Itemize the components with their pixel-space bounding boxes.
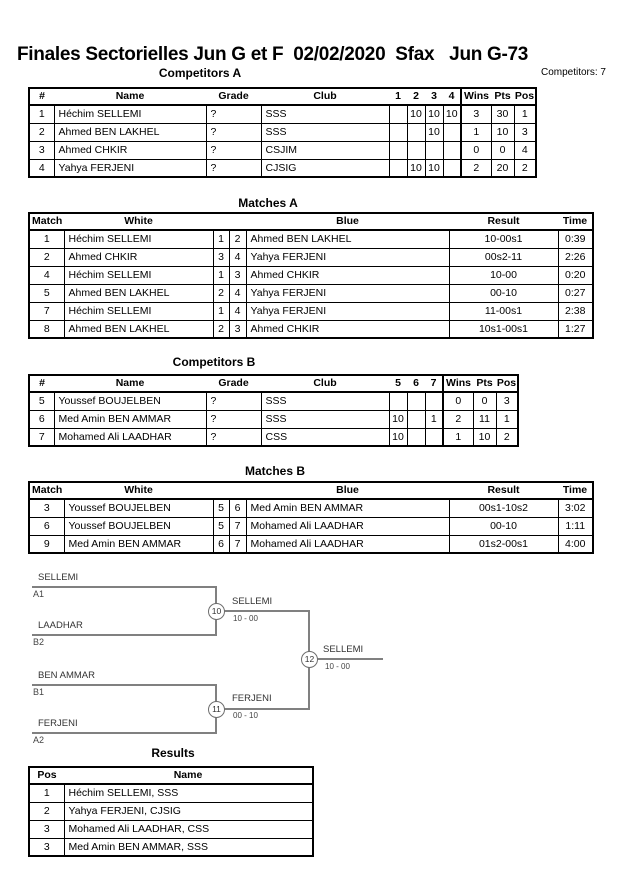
col-header-time: Time xyxy=(558,482,593,499)
col-header-num: # xyxy=(29,375,54,392)
competitors-a-table xyxy=(28,87,537,178)
cell-pts: 11 xyxy=(473,410,496,428)
cell-grade: ? xyxy=(206,428,261,446)
table-row xyxy=(29,535,593,553)
bracket-line xyxy=(222,610,310,612)
bracket-winner-label: SELLEMI xyxy=(232,596,273,607)
cell-result: 00s1-10s2 xyxy=(449,499,558,517)
col-header-grade: Grade xyxy=(206,88,261,105)
cell-time: 0:27 xyxy=(558,284,593,302)
cell-round-6 xyxy=(407,428,425,446)
col-header-blue: Blue xyxy=(246,482,449,499)
match-number-badge: 12 xyxy=(301,651,318,668)
table-row xyxy=(29,820,313,838)
results-table xyxy=(28,766,314,857)
cell-grade: ? xyxy=(206,141,261,159)
col-header-time: Time xyxy=(558,213,593,230)
cell-time: 0:39 xyxy=(558,230,593,248)
col-header-club: Club xyxy=(261,88,389,105)
match-number-badge: 11 xyxy=(208,701,225,718)
cell-result: 10-00s1 xyxy=(449,230,558,248)
cell-white-num: 1 xyxy=(213,230,229,248)
table-row xyxy=(29,784,313,802)
table-row xyxy=(29,838,313,856)
bracket-line xyxy=(32,586,217,588)
cell-time: 2:26 xyxy=(558,248,593,266)
table-row xyxy=(29,105,536,123)
cell-round-2 xyxy=(407,123,425,141)
cell-grade: ? xyxy=(206,105,261,123)
col-header-pos: Pos xyxy=(514,88,536,105)
cell-white-name: Héchim SELLEMI xyxy=(64,266,213,284)
table-row xyxy=(29,266,593,284)
cell-round-1 xyxy=(389,159,407,177)
col-header-round-2: 2 xyxy=(407,88,425,105)
col-header-white: White xyxy=(64,213,213,230)
cell-white-num: 2 xyxy=(213,284,229,302)
cell-grade: ? xyxy=(206,123,261,141)
cell-pos: 3 xyxy=(29,838,64,856)
cell-pos: 2 xyxy=(29,802,64,820)
cell-pts: 0 xyxy=(473,392,496,410)
cell-result: 01s2-00s1 xyxy=(449,535,558,553)
cell-blue-num: 6 xyxy=(229,499,246,517)
cell-blue-num: 3 xyxy=(229,266,246,284)
cell-round-4 xyxy=(443,123,461,141)
cell-result: 00-10 xyxy=(449,517,558,535)
cell-blue-name: Yahya FERJENI xyxy=(246,248,449,266)
cell-white-name: Med Amin BEN AMMAR xyxy=(64,535,213,553)
matches-a-title: Matches A xyxy=(238,196,298,210)
cell-pts: 0 xyxy=(491,141,514,159)
cell-round-5: 10 xyxy=(389,428,407,446)
cell-pos: 3 xyxy=(29,820,64,838)
cell-round-6 xyxy=(407,392,425,410)
cell-blue-name: Med Amin BEN AMMAR xyxy=(246,499,449,517)
col-header-blue-num xyxy=(229,213,246,230)
cell-white-num: 2 xyxy=(213,320,229,338)
cell-match: 3 xyxy=(29,499,64,517)
col-header-num: # xyxy=(29,88,54,105)
col-header-pts: Pts xyxy=(491,88,514,105)
bracket-line xyxy=(32,732,217,734)
cell-pts: 30 xyxy=(491,105,514,123)
cell-white-num: 1 xyxy=(213,302,229,320)
cell-blue-name: Ahmed CHKIR xyxy=(246,266,449,284)
cell-result: 11-00s1 xyxy=(449,302,558,320)
table-row xyxy=(29,392,518,410)
table-row xyxy=(29,123,536,141)
cell-round-3: 10 xyxy=(425,123,443,141)
cell-match: 1 xyxy=(29,230,64,248)
bracket-seed-label: B1 xyxy=(33,687,45,697)
matches-b-title: Matches B xyxy=(244,464,306,478)
cell-club: SSS xyxy=(261,410,389,428)
cell-blue-num: 4 xyxy=(229,302,246,320)
cell-round-4 xyxy=(443,159,461,177)
cell-round-5 xyxy=(389,392,407,410)
bracket-player-label: SELLEMI xyxy=(38,572,79,583)
bracket-seed-label: A2 xyxy=(33,735,45,745)
cell-round-2: 10 xyxy=(407,105,425,123)
cell-time: 4:00 xyxy=(558,535,593,553)
cell-round-3: 10 xyxy=(425,159,443,177)
col-header-round-6: 6 xyxy=(407,375,425,392)
cell-result: 00s2-11 xyxy=(449,248,558,266)
table-row xyxy=(29,159,536,177)
col-header-round-3: 3 xyxy=(425,88,443,105)
cell-round-5: 10 xyxy=(389,410,407,428)
cell-round-1 xyxy=(389,123,407,141)
bracket-line xyxy=(32,684,217,686)
table-row xyxy=(29,320,593,338)
competitors-a-title: Competitors A xyxy=(158,66,242,80)
cell-name: Med Amin BEN AMMAR, SSS xyxy=(64,838,313,856)
cell-pts: 10 xyxy=(473,428,496,446)
col-header-club: Club xyxy=(261,375,389,392)
cell-round-7 xyxy=(425,392,443,410)
cell-pos: 1 xyxy=(496,410,518,428)
table-row xyxy=(29,302,593,320)
cell-time: 1:27 xyxy=(558,320,593,338)
matches-a-table xyxy=(28,212,594,339)
cell-pos: 4 xyxy=(514,141,536,159)
cell-blue-num: 4 xyxy=(229,248,246,266)
table-row xyxy=(29,517,593,535)
cell-grade: ? xyxy=(206,410,261,428)
cell-white-name: Youssef BOUJELBEN xyxy=(64,499,213,517)
col-header-pts: Pts xyxy=(473,375,496,392)
bracket-line xyxy=(32,634,217,636)
cell-blue-name: Yahya FERJENI xyxy=(246,284,449,302)
bracket-player-label: FERJENI xyxy=(38,718,78,729)
cell-wins: 0 xyxy=(461,141,491,159)
cell-wins: 1 xyxy=(461,123,491,141)
cell-match: 6 xyxy=(29,517,64,535)
cell-name: Ahmed CHKIR xyxy=(54,141,206,159)
col-header-round-7: 7 xyxy=(425,375,443,392)
table-row xyxy=(29,802,313,820)
table-header-row xyxy=(29,213,593,230)
cell-num: 5 xyxy=(29,392,54,410)
col-header-pos: Pos xyxy=(29,767,64,784)
col-header-wins: Wins xyxy=(443,375,473,392)
table-header-row xyxy=(29,482,593,499)
cell-pos: 2 xyxy=(496,428,518,446)
cell-name: Mohamed Ali LAADHAR, CSS xyxy=(64,820,313,838)
table-row xyxy=(29,410,518,428)
cell-white-num: 1 xyxy=(213,266,229,284)
cell-blue-num: 7 xyxy=(229,535,246,553)
cell-round-2 xyxy=(407,141,425,159)
cell-club: SSS xyxy=(261,392,389,410)
cell-blue-num: 2 xyxy=(229,230,246,248)
col-header-name: Name xyxy=(54,88,206,105)
bracket-winner-label: FERJENI xyxy=(232,693,272,704)
table-header-row xyxy=(29,375,518,392)
cell-club: CSJIM xyxy=(261,141,389,159)
col-header-round-5: 5 xyxy=(389,375,407,392)
cell-time: 2:38 xyxy=(558,302,593,320)
cell-num: 2 xyxy=(29,123,54,141)
cell-blue-name: Ahmed CHKIR xyxy=(246,320,449,338)
cell-pos: 3 xyxy=(496,392,518,410)
cell-result: 10s1-00s1 xyxy=(449,320,558,338)
col-header-blue-num xyxy=(229,482,246,499)
bracket-score-label: 10 - 00 xyxy=(325,662,350,671)
cell-round-4: 10 xyxy=(443,105,461,123)
cell-blue-name: Yahya FERJENI xyxy=(246,302,449,320)
table-row xyxy=(29,141,536,159)
bracket-winner-label: SELLEMI xyxy=(323,644,364,655)
matches-b-table xyxy=(28,481,594,554)
cell-time: 1:11 xyxy=(558,517,593,535)
cell-club: CJSIG xyxy=(261,159,389,177)
cell-blue-name: Mohamed Ali LAADHAR xyxy=(246,535,449,553)
cell-num: 7 xyxy=(29,428,54,446)
cell-name: Mohamed Ali LAADHAR xyxy=(54,428,206,446)
cell-num: 1 xyxy=(29,105,54,123)
cell-wins: 2 xyxy=(461,159,491,177)
table-row xyxy=(29,499,593,517)
col-header-match: Match xyxy=(29,482,64,499)
competitors-b-title: Competitors B xyxy=(172,355,256,369)
col-header-match: Match xyxy=(29,213,64,230)
cell-name: Ahmed BEN LAKHEL xyxy=(54,123,206,141)
bracket-score-label: 00 - 10 xyxy=(233,711,258,720)
cell-white-name: Ahmed BEN LAKHEL xyxy=(64,320,213,338)
cell-round-3 xyxy=(425,141,443,159)
cell-time: 0:20 xyxy=(558,266,593,284)
cell-pos: 1 xyxy=(514,105,536,123)
bracket-score-label: 10 - 00 xyxy=(233,614,258,623)
bracket-player-label: LAADHAR xyxy=(38,620,83,631)
cell-num: 4 xyxy=(29,159,54,177)
cell-wins: 3 xyxy=(461,105,491,123)
cell-blue-name: Ahmed BEN LAKHEL xyxy=(246,230,449,248)
cell-grade: ? xyxy=(206,159,261,177)
cell-blue-num: 3 xyxy=(229,320,246,338)
cell-grade: ? xyxy=(206,392,261,410)
cell-result: 10-00 xyxy=(449,266,558,284)
cell-match: 8 xyxy=(29,320,64,338)
table-header-row xyxy=(29,767,313,784)
col-header-round-1: 1 xyxy=(389,88,407,105)
cell-name: Yahya FERJENI, CJSIG xyxy=(64,802,313,820)
cell-club: SSS xyxy=(261,123,389,141)
results-title: Results xyxy=(151,746,195,760)
cell-round-1 xyxy=(389,105,407,123)
cell-match: 5 xyxy=(29,284,64,302)
cell-blue-num: 7 xyxy=(229,517,246,535)
cell-name: Héchim SELLEMI xyxy=(54,105,206,123)
cell-white-num: 5 xyxy=(213,517,229,535)
cell-round-6 xyxy=(407,410,425,428)
cell-match: 2 xyxy=(29,248,64,266)
cell-wins: 1 xyxy=(443,428,473,446)
col-header-white: White xyxy=(64,482,213,499)
bracket-player-label: BEN AMMAR xyxy=(38,670,96,681)
col-header-blue: Blue xyxy=(246,213,449,230)
competitors-b-table xyxy=(28,374,519,447)
cell-name: Youssef BOUJELBEN xyxy=(54,392,206,410)
col-header-result: Result xyxy=(449,482,558,499)
cell-round-4 xyxy=(443,141,461,159)
col-header-white-num xyxy=(213,482,229,499)
cell-white-num: 3 xyxy=(213,248,229,266)
cell-name: Yahya FERJENI xyxy=(54,159,206,177)
cell-white-num: 5 xyxy=(213,499,229,517)
col-header-round-4: 4 xyxy=(443,88,461,105)
match-number-badge: 10 xyxy=(208,603,225,620)
cell-round-2: 10 xyxy=(407,159,425,177)
cell-round-7 xyxy=(425,428,443,446)
cell-pos: 3 xyxy=(514,123,536,141)
bracket-line xyxy=(222,708,310,710)
cell-white-name: Héchim SELLEMI xyxy=(64,302,213,320)
cell-club: SSS xyxy=(261,105,389,123)
cell-name: Med Amin BEN AMMAR xyxy=(54,410,206,428)
bracket-seed-label: A1 xyxy=(33,589,45,599)
cell-pts: 10 xyxy=(491,123,514,141)
page-title: Finales Sectorielles Jun G et F 02/02/2020 Sfax Jun G-73 xyxy=(17,44,529,65)
col-header-pos: Pos xyxy=(496,375,518,392)
col-header-name: Name xyxy=(64,767,313,784)
cell-num: 3 xyxy=(29,141,54,159)
cell-time: 3:02 xyxy=(558,499,593,517)
cell-white-name: Héchim SELLEMI xyxy=(64,230,213,248)
cell-white-name: Ahmed BEN LAKHEL xyxy=(64,284,213,302)
table-row xyxy=(29,428,518,446)
cell-match: 9 xyxy=(29,535,64,553)
table-row xyxy=(29,284,593,302)
competitors-count: Competitors: 7 xyxy=(540,67,606,78)
cell-num: 6 xyxy=(29,410,54,428)
bracket-line xyxy=(316,658,383,660)
cell-white-name: Youssef BOUJELBEN xyxy=(64,517,213,535)
cell-round-3: 10 xyxy=(425,105,443,123)
cell-club: CSS xyxy=(261,428,389,446)
col-header-wins: Wins xyxy=(461,88,491,105)
cell-name: Héchim SELLEMI, SSS xyxy=(64,784,313,802)
cell-match: 4 xyxy=(29,266,64,284)
cell-white-num: 6 xyxy=(213,535,229,553)
cell-round-1 xyxy=(389,141,407,159)
cell-blue-name: Mohamed Ali LAADHAR xyxy=(246,517,449,535)
table-header-row xyxy=(29,88,536,105)
col-header-name: Name xyxy=(54,375,206,392)
bracket-seed-label: B2 xyxy=(33,637,45,647)
cell-wins: 2 xyxy=(443,410,473,428)
cell-pos: 2 xyxy=(514,159,536,177)
cell-round-7: 1 xyxy=(425,410,443,428)
cell-pos: 1 xyxy=(29,784,64,802)
cell-blue-num: 4 xyxy=(229,284,246,302)
cell-white-name: Ahmed CHKIR xyxy=(64,248,213,266)
cell-pts: 20 xyxy=(491,159,514,177)
col-header-grade: Grade xyxy=(206,375,261,392)
cell-match: 7 xyxy=(29,302,64,320)
col-header-result: Result xyxy=(449,213,558,230)
col-header-white-num xyxy=(213,213,229,230)
cell-wins: 0 xyxy=(443,392,473,410)
cell-result: 00-10 xyxy=(449,284,558,302)
table-row xyxy=(29,248,593,266)
table-row xyxy=(29,230,593,248)
